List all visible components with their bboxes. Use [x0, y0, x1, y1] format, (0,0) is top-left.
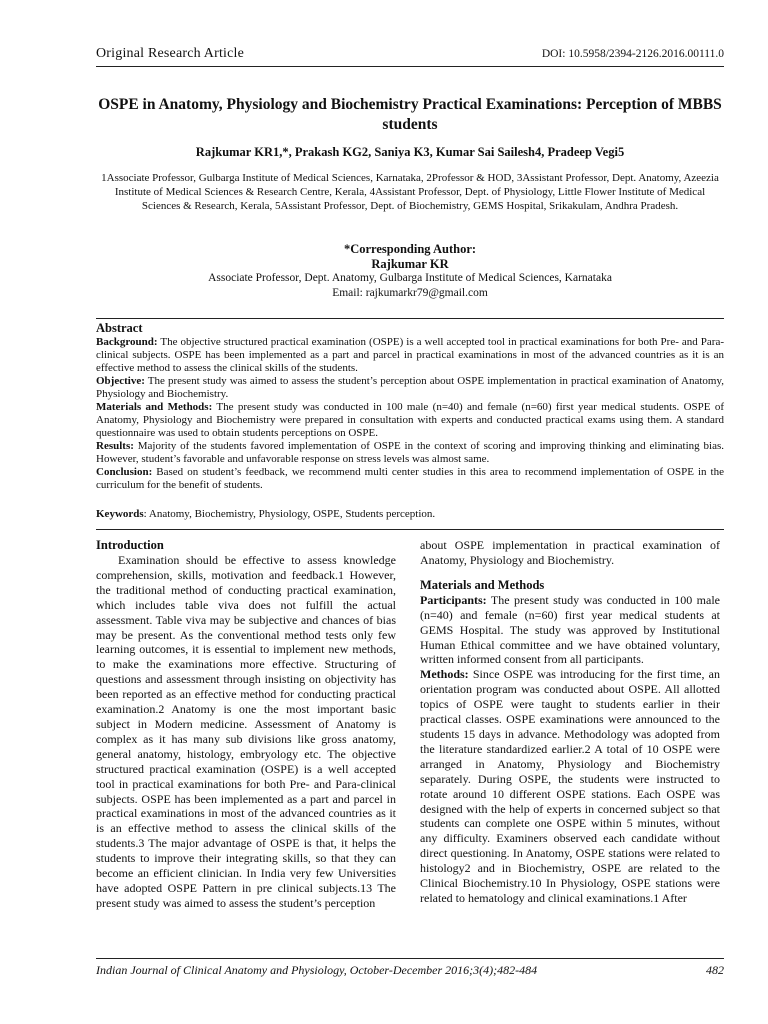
- keywords-text: : Anatomy, Biochemistry, Physiology, OSPE, Students perception.: [143, 508, 436, 520]
- page-number: 482: [706, 963, 724, 977]
- article-type-label: Original Research Article: [96, 46, 245, 61]
- corresponding-name: Rajkumar KR: [371, 256, 449, 271]
- abstract-section: [96, 318, 724, 492]
- abstract-results: [96, 440, 724, 466]
- conclusion-text: Based on student’s feedback, we recommend multi center studies in this area to recommend implementation of OSPE in the curriculum for the benefit of students.: [96, 466, 724, 491]
- article-title: OSPE in Anatomy, Physiology and Biochemistry Practical Examinations: Perception of MBBS students: [98, 96, 722, 133]
- methods-text: The present study was conducted in 100 male (n=40) and female (n=60) first year medical students. OSPE of Anatomy, Physiology and Biochemistry were prepared in consultation with experts and conducted practical exams using them. A standard questionnaire was used to obtain students perceptions on OSPE.: [96, 401, 724, 439]
- abstract-heading: Abstract: [96, 321, 143, 335]
- abstract-conclusion: [96, 466, 724, 492]
- author-list: Rajkumar KR1,*, Prakash KG2, Saniya K3, Kumar Sai Sailesh4, Pradeep Vegi5: [195, 145, 625, 159]
- keywords-label: Keywords: [96, 508, 144, 520]
- corresponding-heading: *Corresponding Author:: [343, 242, 477, 256]
- participants-text: The present study was conducted in 100 male (n=40) and female (n=60) first year medical students at GEMS Hospital. The study was approved by Institutional Human Ethical committee and we have obtained voluntary, written informed consent from all participants.: [420, 592, 720, 667]
- left-column: [96, 538, 396, 911]
- methods-label: Materials and Methods:: [96, 401, 213, 413]
- affiliations: 1Associate Professor, Gulbarga Institute of Medical Sciences, Karnataka, 2Professor & HOD, 3Assistant Professor, Dept. Anatomy, Azeezia Institute of Medical Sciences & Research Centre, Kerala, 4Assistant Professor, Dept. of Physiology, Little Flower Institute of Medical Sciences & Research, Kerala, 5Assistant Professor, Dept. of Biochemistry, GEMS Hospital, Srikakulam, Andhra Pradesh.: [101, 172, 719, 212]
- right-column: [420, 538, 720, 906]
- corresponding-position: Associate Professor, Dept. Anatomy, Gulbarga Institute of Medical Sciences, Karnataka: [208, 272, 612, 284]
- page-footer: [96, 958, 724, 978]
- introduction-heading: Introduction: [96, 538, 164, 552]
- background-label: Background:: [96, 336, 158, 348]
- results-label: Results:: [96, 440, 134, 452]
- page-header: [96, 46, 724, 67]
- methods-body-text: Since OSPE was introducing for the first time, an orientation program was conducted about OSPE. All allotted topics of OSPE were taught to students earlier in their practical classes. OSPE examinations were announced to the students 15 days in advance. Methodology was adopted from the literature standardized earlier.2 A total of 10 OSPE were arranged in Anatomy, Physiology and Biochemistry separately. During OSPE, the students were instructed to rotate around 10 different OSPE stations. Each OSPE was designed with the help of experts in concerned subject so that students can complete one OSPE within 5 minutes, without any difficulty. Examiners observed each candidate without direct questioning. In Anatomy, OSPE stations were related to histology2 and in Biochemistry, OSPE are related to the Clinical Biochemistry.10 In Physiology, OSPE stations were related to hematology and clinical examinations.1 After: [420, 667, 720, 905]
- results-text: Majority of the students favored implementation of OSPE in the context of scoring and improving thinking and eliminating bias. However, student’s favorable and unfavorable response on stress levels was almost same.: [96, 440, 724, 465]
- journal-citation: Indian Journal of Clinical Anatomy and Physiology, October-December 2016;3(4);482-484: [96, 963, 538, 977]
- background-text: The objective structured practical examination (OSPE) is a well accepted tool in practical examinations for both Pre- and Para-clinical subjects. OSPE has been implemented as a part and parcel in practical examinations in most of the advanced countries as it is an effective method to assess the clinical skills of the students.: [96, 336, 724, 374]
- corresponding-email[interactable]: Email: rajkumarkr79@gmail.com: [332, 286, 488, 299]
- abstract-objective: [96, 375, 724, 401]
- abstract-methods: [96, 401, 724, 440]
- objective-text: The present study was aimed to assess the student’s perception about OSPE implementation in practical examination of Anatomy, Physiology and Biochemistry.: [96, 375, 724, 400]
- objective-label: Objective:: [96, 375, 145, 387]
- participants-paragraph: [420, 593, 720, 668]
- materials-methods-heading: Materials and Methods: [420, 577, 545, 592]
- doi-label[interactable]: DOI: 10.5958/2394-2126.2016.00111.0: [541, 48, 724, 60]
- intro-continuation: about OSPE implementation in practical examination of Anatomy, Physiology and Biochemistry.: [420, 538, 720, 567]
- conclusion-label: Conclusion:: [96, 466, 153, 478]
- methods-body-label: Methods:: [420, 667, 469, 682]
- abstract-background: [96, 336, 724, 375]
- corresponding-author-block: [96, 242, 724, 300]
- introduction-text: Examination should be effective to assess knowledge comprehension, skills, motivation and feedback.1 However, the traditional method of conducting practical examination, which includes table viva does not fulfill the actual assessment. Table viva may be subjective and chances of bias may be present. As the conventional method tests only few learning outcomes, it is essential to implement new methods, to make the examinations more effective. Structuring of questions and assessment through insisting on objectivity has been reported as an effective method for conducting practical examination.2 Anatomy is one the most important basic subject in Modern medicine. Assessment of Anatomy is complex as it has many sub divisions like gross anatomy, general anatomy, histology, embryology etc. The objective structured practical examination (OSPE) is a well accepted tool in practical examinations for both Pre- and Para-clinical subjects. OSPE has been implemented as a part and parcel in practical examinations in most of the advanced countries as it is an effective method to assess the clinical skills of the students.3 The major advantage of OSPE is that, it helps the students to improve their integrating skills, so that they can become an efficient clinician. In India very few Universities have adopted OSPE Pattern in pre clinical subjects.13 The present study was aimed to assess the student’s perception: [96, 553, 396, 910]
- keywords-line: [96, 508, 724, 530]
- participants-label: Participants:: [420, 592, 487, 607]
- methods-paragraph: [420, 667, 720, 906]
